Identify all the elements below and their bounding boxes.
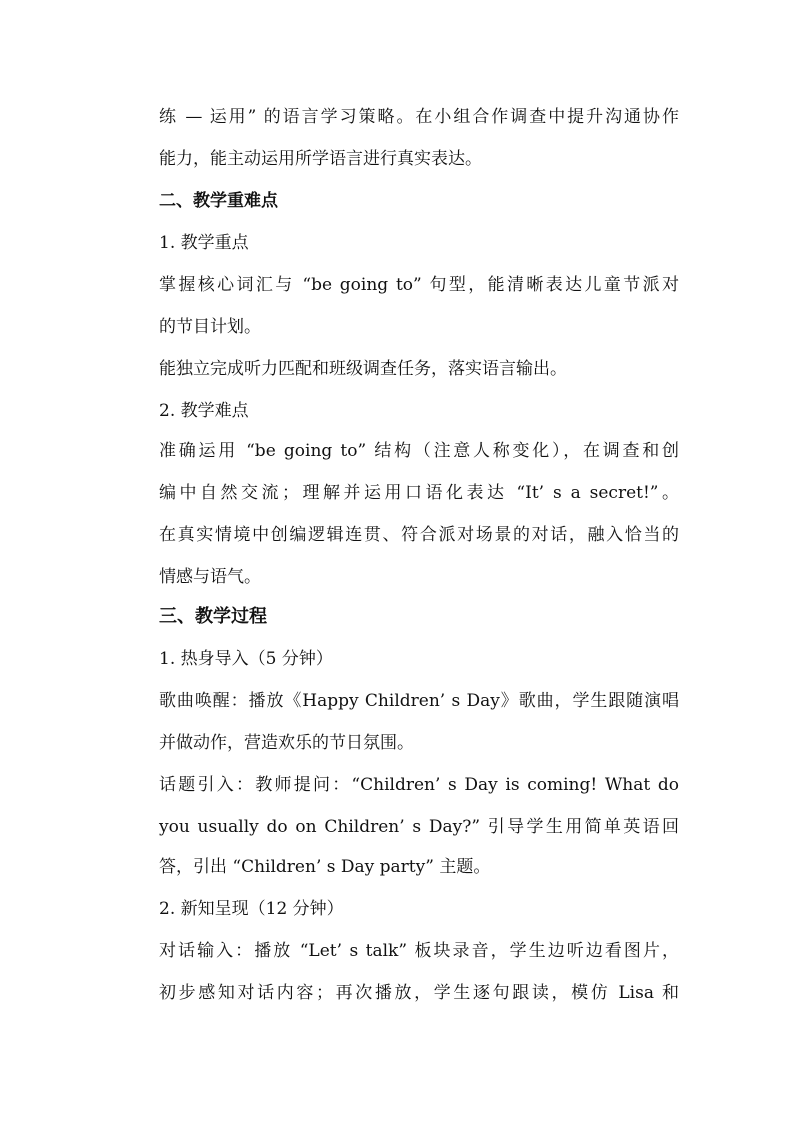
section-heading: 二、教学重难点 (159, 191, 278, 211)
paragraph-line: 并做动作，营造欢乐的节日氛围。 (159, 733, 414, 753)
subsection-heading: 1. 热身导入（5 分钟） (159, 649, 333, 669)
subsection-heading: 2. 教学难点 (159, 401, 249, 421)
paragraph-line: 答，引出 “Children’ s Day party” 主题。 (159, 857, 491, 877)
paragraph-line: 编中自然交流；理解并运用口语化表达 “It’ s a secret!”。 (159, 483, 679, 503)
paragraph-line: 话题引入：教师提问：“Children’ s Day is coming! What do (159, 775, 679, 795)
paragraph-line: 对话输入：播放 “Let’ s talk” 板块录音，学生边听边看图片， (159, 941, 679, 961)
paragraph-line: 练 — 运用” 的语言学习策略。在小组合作调查中提升沟通协作 (159, 107, 679, 127)
paragraph-line: 初步感知对话内容；再次播放，学生逐句跟读，模仿 Lisa 和 (159, 983, 679, 1003)
paragraph-line: you usually do on Children’ s Day?” 引导学生用简单英语回 (159, 817, 679, 837)
subsection-heading: 1. 教学重点 (159, 233, 249, 253)
paragraph-line: 歌曲唤醒：播放《Happy Children’ s Day》歌曲，学生跟随演唱 (159, 691, 679, 711)
paragraph-line: 能独立完成听力匹配和班级调查任务，落实语言输出。 (159, 359, 567, 379)
subsection-heading: 2. 新知呈现（12 分钟） (159, 899, 344, 919)
paragraph-line: 的节目计划。 (159, 317, 261, 337)
paragraph-line: 能力，能主动运用所学语言进行真实表达。 (159, 149, 482, 169)
section-heading: 三、教学过程 (159, 606, 267, 627)
paragraph-line: 在真实情境中创编逻辑连贯、符合派对场景的对话，融入恰当的 (159, 525, 679, 545)
paragraph-line: 情感与语气。 (159, 567, 261, 587)
paragraph-line: 准确运用 “be going to” 结构（注意人称变化），在调查和创 (159, 441, 679, 461)
paragraph-line: 掌握核心词汇与 “be going to” 句型，能清晰表达儿童节派对 (159, 275, 679, 295)
